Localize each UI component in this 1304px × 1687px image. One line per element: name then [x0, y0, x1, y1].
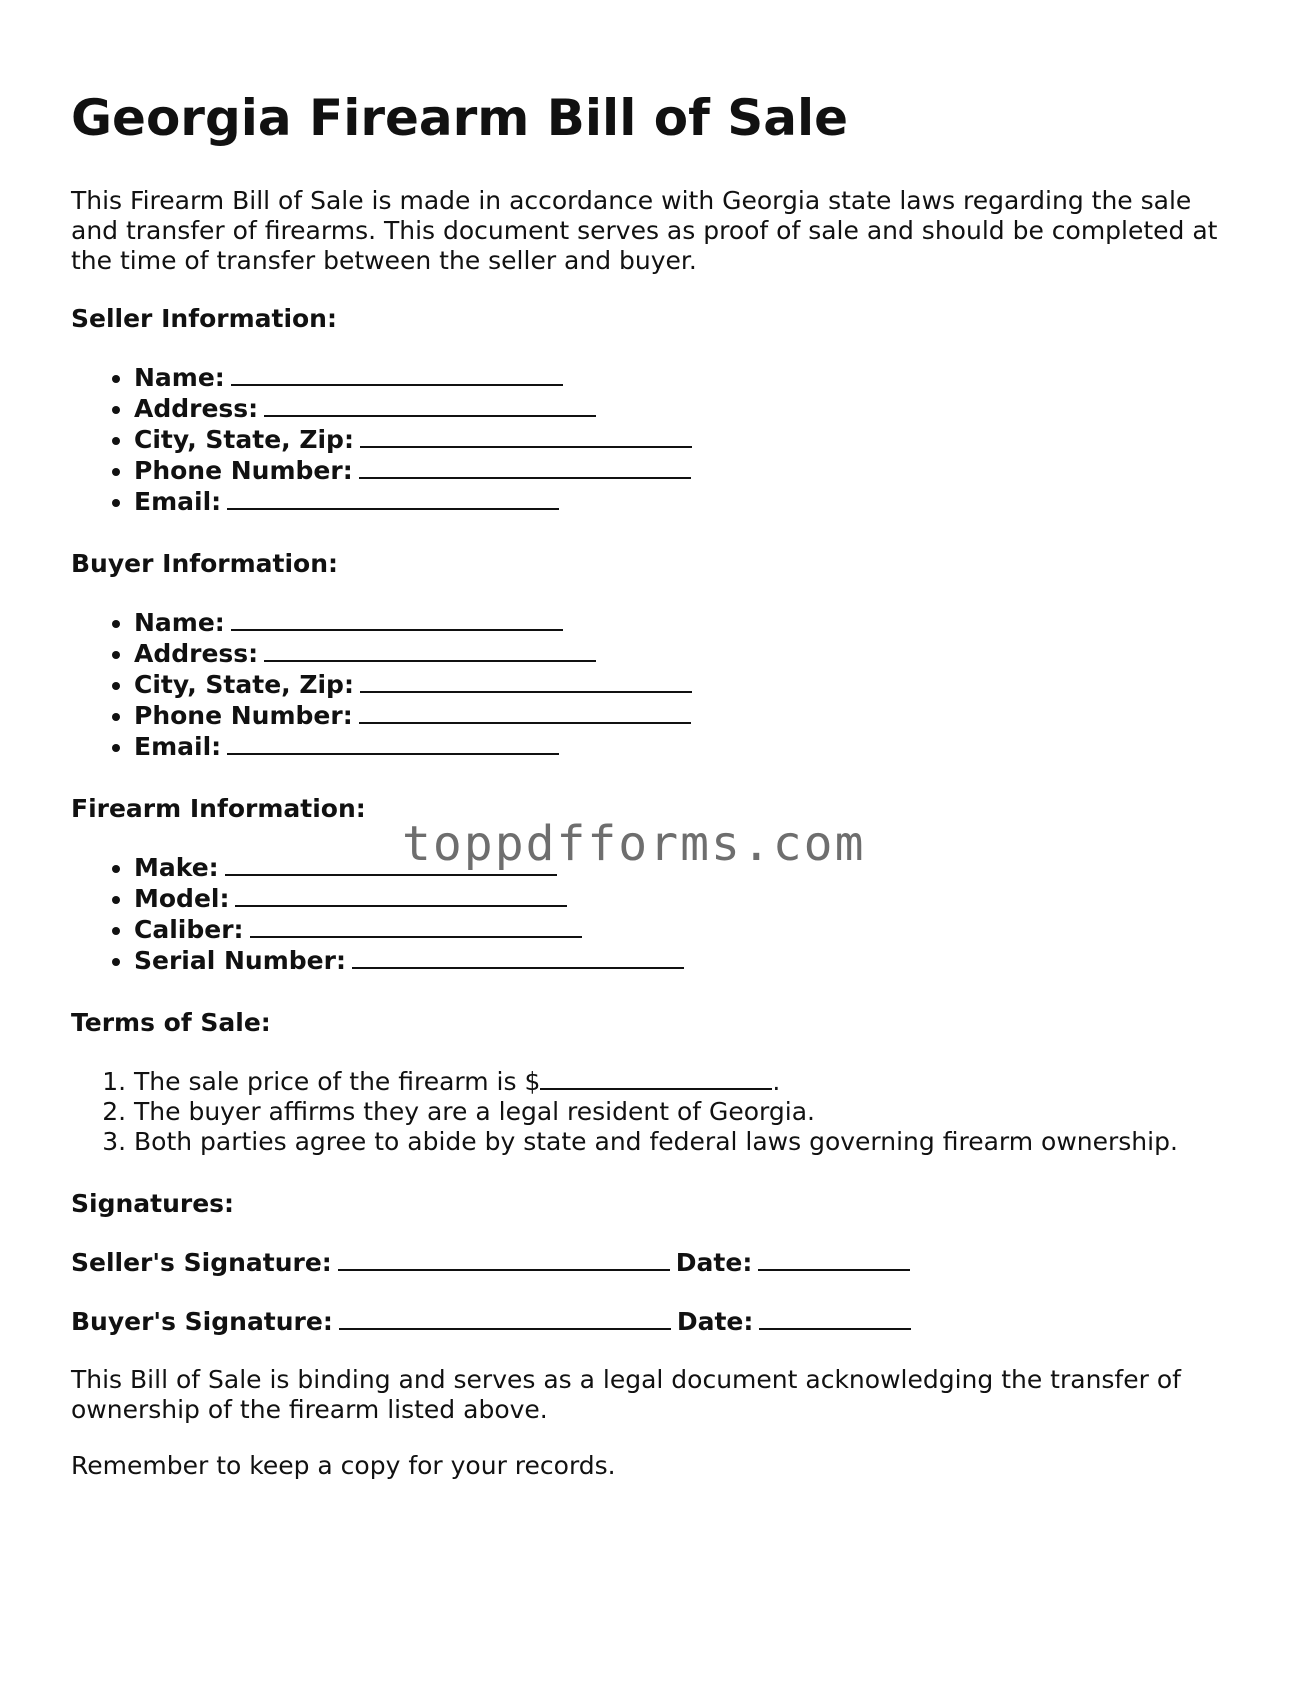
document-title: Georgia Firearm Bill of Sale — [71, 89, 849, 147]
terms-list — [71, 1066, 1231, 1157]
terms-item-laws: 3. Both parties agree to abide by state and federal laws governing firearm ownership. — [134, 1127, 1231, 1157]
firearm-make-blank[interactable] — [225, 852, 557, 876]
buyer-date-label: Date: — [676, 1307, 754, 1336]
intro-paragraph: This Firearm Bill of Sale is made in accordance with Georgia state laws regarding the sale and transfer of firearms. This document serves as proof of sale and should be completed at the time of transfer between the seller and buyer. — [71, 186, 1218, 275]
sale-price-blank[interactable] — [540, 1066, 772, 1090]
firearm-heading: Firearm Information: — [71, 794, 366, 823]
seller-city-state-zip-field: • City, State, Zip: — [134, 424, 1231, 455]
seller-fields-list — [71, 362, 1231, 517]
buyer-city-state-zip-field: • City, State, Zip: — [134, 669, 1231, 700]
buyer-fields-list — [71, 607, 1231, 762]
buyer-email-blank[interactable] — [227, 731, 559, 755]
seller-signature-label: Seller's Signature: — [71, 1248, 332, 1277]
firearm-serial-number-blank[interactable] — [352, 945, 684, 969]
buyer-signature-blank[interactable] — [339, 1306, 671, 1330]
buyer-signature-line — [71, 1306, 1231, 1337]
firearm-make-field: • Make: — [134, 852, 1231, 883]
buyer-address-field: • Address: — [134, 638, 1231, 669]
buyer-address-blank[interactable] — [264, 638, 596, 662]
firearm-caliber-field: • Caliber: — [134, 914, 1231, 945]
buyer-city-state-zip-blank[interactable] — [360, 669, 692, 693]
seller-date-blank[interactable] — [758, 1247, 910, 1271]
reminder-paragraph: Remember to keep a copy for your records. — [71, 1451, 616, 1480]
firearm-caliber-blank[interactable] — [250, 914, 582, 938]
terms-item-price: 1. The sale price of the firearm is $ . — [134, 1066, 1231, 1097]
firearm-model-field: • Model: — [134, 883, 1231, 914]
seller-phone-blank[interactable] — [359, 455, 691, 479]
firearm-fields-list — [71, 852, 1231, 976]
buyer-signature-label: Buyer's Signature: — [71, 1307, 333, 1336]
seller-email-blank[interactable] — [227, 486, 559, 510]
buyer-name-field: • Name: — [134, 607, 1231, 638]
seller-signature-line — [71, 1247, 1231, 1278]
watermark-text: toppdfforms.com — [402, 816, 866, 872]
buyer-date-blank[interactable] — [759, 1306, 911, 1330]
seller-name-field: • Name: — [134, 362, 1231, 393]
closing-paragraph: This Bill of Sale is binding and serves as a legal document acknowledging the transfer of ownership of the firearm listed above. — [71, 1365, 1181, 1424]
seller-name-blank[interactable] — [231, 362, 563, 386]
buyer-phone-field: • Phone Number: — [134, 700, 1231, 731]
seller-heading: Seller Information: — [71, 304, 337, 333]
seller-date-label: Date: — [675, 1248, 753, 1277]
signatures-heading: Signatures: — [71, 1189, 235, 1218]
seller-signature-blank[interactable] — [338, 1247, 670, 1271]
firearm-model-blank[interactable] — [235, 883, 567, 907]
document-page — [71, 88, 1231, 1507]
seller-email-field: • Email: — [134, 486, 1231, 517]
buyer-email-field: • Email: — [134, 731, 1231, 762]
seller-phone-field: • Phone Number: — [134, 455, 1231, 486]
buyer-name-blank[interactable] — [231, 607, 563, 631]
terms-heading: Terms of Sale: — [71, 1008, 271, 1037]
seller-city-state-zip-blank[interactable] — [360, 424, 692, 448]
buyer-heading: Buyer Information: — [71, 549, 339, 578]
buyer-phone-blank[interactable] — [359, 700, 691, 724]
firearm-serial-number-field: • Serial Number: — [134, 945, 1231, 976]
seller-address-blank[interactable] — [264, 393, 596, 417]
seller-address-field: • Address: — [134, 393, 1231, 424]
terms-item-residency: 2. The buyer affirms they are a legal resident of Georgia. — [134, 1097, 1231, 1127]
